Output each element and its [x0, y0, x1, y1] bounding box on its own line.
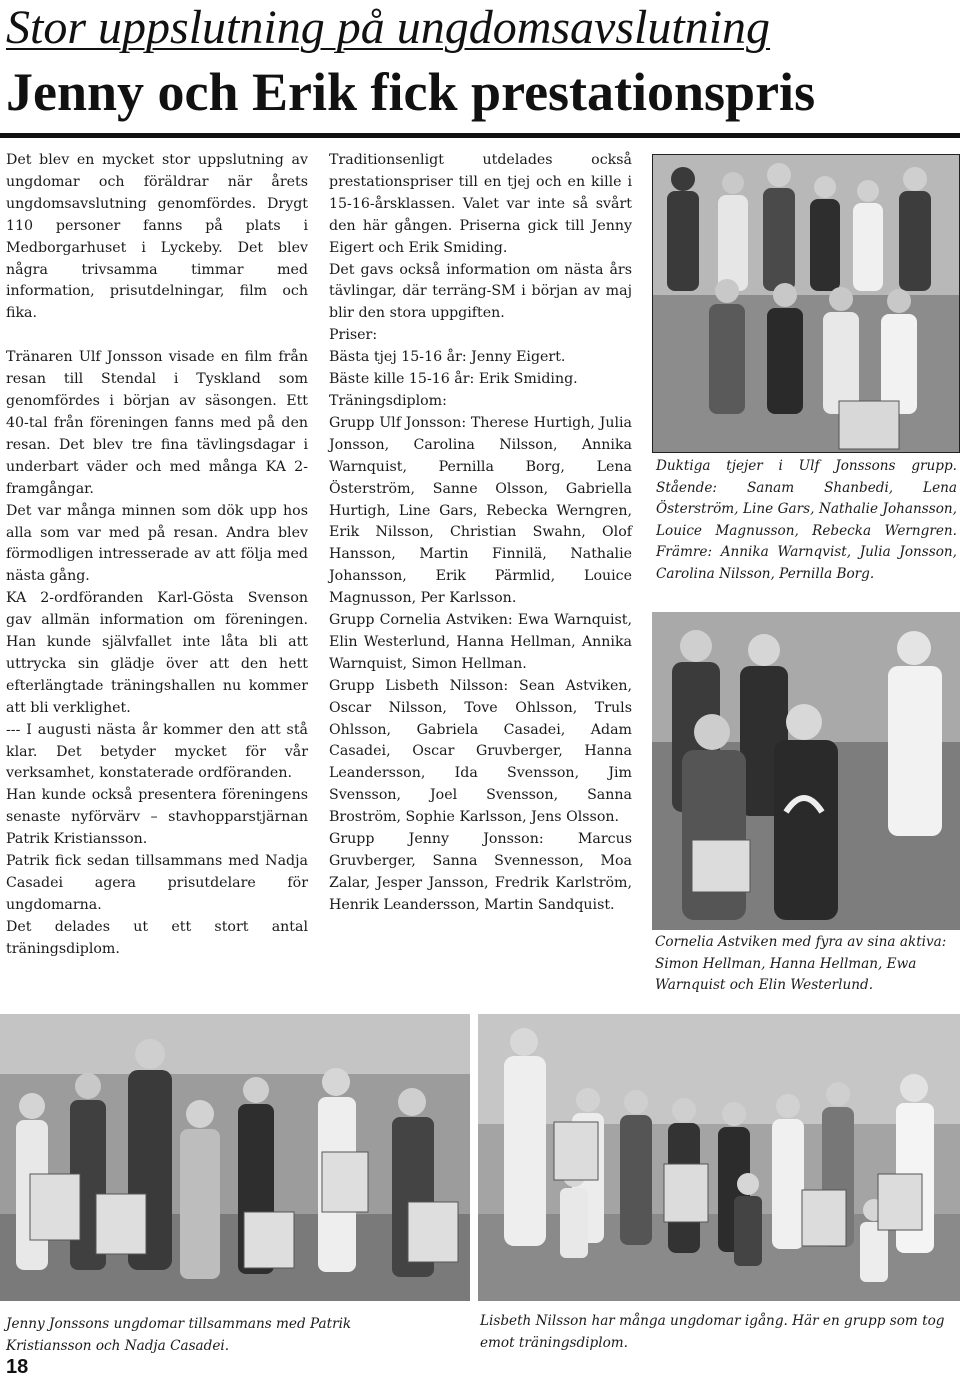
page-number: 18 [6, 1356, 29, 1378]
headline-rule [0, 133, 960, 138]
caption-jenny-group: Jenny Jonssons ungdomar tillsammans med Patrik Kristiansson och Nadja Casadei. [6, 1316, 352, 1354]
photo-jenny-group [0, 1014, 470, 1301]
paragraph: Traditionsenligt utdelades också prestationspriser till en tjej och en kille i 15-16-årsklassen. Valet var inte så svårt den här gången. Priserna gick till Jenny Eigert och Erik Smiding. [329, 152, 632, 256]
paragraph: KA 2-ordföranden Karl-Gösta Svenson gav allmän information om föreningen. Han kunde självfallet inte låta bli att uttrycka sin glädje över att den hett efterlängtade träningshallen nu kommer att bli verklighet. [6, 590, 308, 716]
paragraph: Tränaren Ulf Jonsson visade en film från resan till Stendal i Tyskland som genomfördes i början av säsongen. Ett 40-tal från föreningen fanns med på den resan. Det blev tre fina tävlingsdagar i underbart väder och med många KA 2-framgångar. [6, 349, 308, 497]
photo-girls-group [652, 154, 960, 453]
body-column-1 [6, 150, 308, 961]
caption-cornelia-group: Cornelia Astviken med fyra av sina aktiva: Simon Hellman, Hanna Hellman, Ewa Warnquist och Elin Westerlund. [655, 934, 947, 994]
body-column-2 [329, 150, 632, 917]
paragraph: Grupp Lisbeth Nilsson: Sean Astviken, Oscar Nilsson, Tove Ohlsson, Truls Ohlsson, Gabriela Casadei, Adam Casadei, Oscar Gruvberger, Hanna Leandersson, Ida Svensson, Jim Svensson, Joel Svensson, Sanna Broström, Sophie Karlsson, Jens Olsson. [329, 677, 632, 826]
paragraph: Det blev en mycket stor uppslutning av ungdomar och föräldrar när årets ungdomsavslutning genomfördes. Drygt 110 personer fanns på plats i Medborgarhuset i Lyckeby. Det blev några trivsamma timmar med information, prisutdelningar, film och fika. [6, 152, 308, 322]
paragraph: Patrik fick sedan tillsammans med Nadja Casadei agera prisutdelare för ungdomarna. [6, 853, 308, 913]
caption-girls-group: Duktiga tjejer i Ulf Jonssons grupp. Stående: Sanam Shanbedi, Lena Österström, Line Gars, Nathalie Johansson, Louice Magnusson, Rebecka Werngren. Främre: Annika Warnqvist, Julia Jonsson, Carolina Nilsson, Pernilla Borg. [656, 458, 957, 582]
paragraph: Han kunde också presentera föreningens senaste nyförvärv – stavhopparstjärnan Patrik Kristiansson. [6, 787, 308, 848]
photo-cornelia-group [652, 612, 960, 930]
paragraph: Grupp Cornelia Astviken: Ewa Warnquist, Elin Westerlund, Hanna Hellman, Annika Warnquist, Simon Hellman. [329, 612, 632, 672]
paragraph: Det var många minnen som dök upp hos alla som var med på resan. Andra blev förmodligen intresserade av att följa med nästa gång. [6, 502, 308, 585]
paragraph: Det gavs också information om nästa års tävlingar, där terräng-SM i början av maj blir den stora uppgiften. [329, 261, 632, 322]
paragraph: Grupp Jenny Jonsson: Marcus Gruvberger, Sanna Svennesson, Moa Zalar, Jesper Jansson, Fredrik Karlström, Henrik Leandersson, Martin Sandquist. [329, 831, 632, 913]
paragraph: Träningsdiplom: [329, 392, 447, 409]
caption-lisbeth-group: Lisbeth Nilsson har många ungdomar igång. Här en grupp som tog emot träningsdiplom. [480, 1313, 945, 1351]
article-headline: Jenny och Erik fick prestationspris [6, 62, 816, 122]
article-kicker: Stor uppslutning på ungdomsavslutning [6, 1, 771, 54]
paragraph: Grupp Ulf Jonsson: Therese Hurtigh, Julia Jonsson, Carolina Nilsson, Annika Warnquist, Pernilla Borg, Lena Österström, Sanne Olsson, Gabriella Hurtigh, Line Gars, Rebecka Werngren, Erik Nilsson, Christian Swahn, Olof Hansson, Martin Finnilä, Nathalie Johansson, Erik Pärmlid, Louice Magnusson, Per Karlsson. [329, 414, 632, 607]
photo-lisbeth-group [478, 1014, 960, 1301]
paragraph: Det delades ut ett stort antal träningsdiplom. [6, 918, 308, 957]
paragraph: Bästa tjej 15-16 år: Jenny Eigert. [329, 349, 566, 366]
paragraph: --- I augusti nästa år kommer den att stå klar. Det betyder mycket för vår verksamhet, konstaterade ordföranden. [6, 721, 308, 782]
paragraph: Bäste kille 15-16 år: Erik Smiding. [329, 371, 578, 388]
paragraph: Priser: [329, 327, 378, 344]
